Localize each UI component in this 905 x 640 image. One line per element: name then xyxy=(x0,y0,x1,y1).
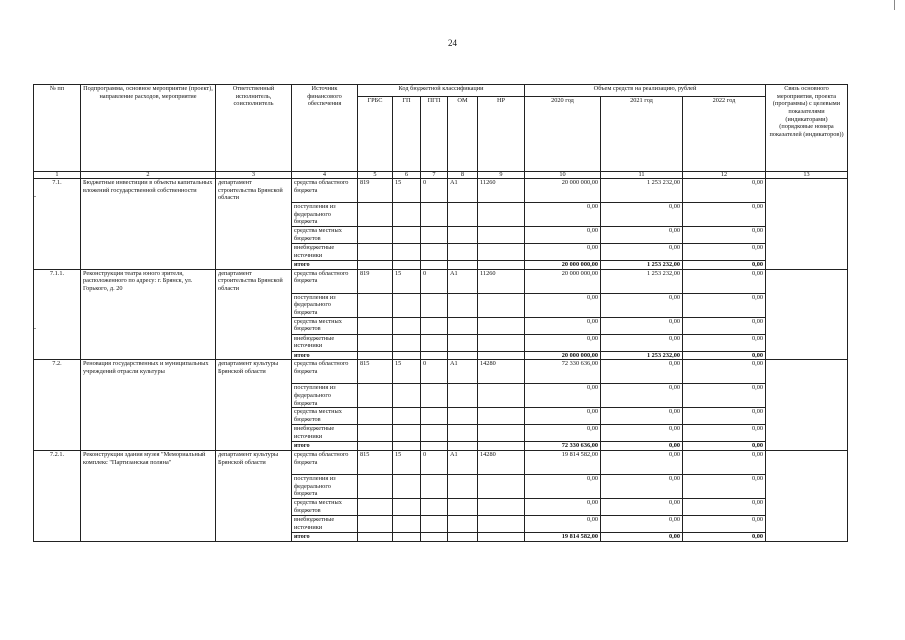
code-pgp xyxy=(421,516,448,533)
column-number: 9 xyxy=(478,172,525,179)
code-pgp: 0 xyxy=(421,269,448,293)
code-gp xyxy=(393,244,421,261)
code-om xyxy=(448,533,478,542)
amount-2020: 0,00 xyxy=(525,317,601,334)
code-gp xyxy=(393,533,421,542)
funding-source-label: средства областного бюджета xyxy=(292,360,358,384)
item-number: 7.1.1. xyxy=(34,269,81,360)
code-nr xyxy=(478,408,525,425)
indicator-link xyxy=(766,179,848,270)
code-gp xyxy=(393,425,421,442)
code-nr xyxy=(478,317,525,334)
amount-2020: 0,00 xyxy=(525,516,601,533)
code-om xyxy=(448,516,478,533)
code-grbs xyxy=(358,516,393,533)
funding-source-label: итого xyxy=(292,351,358,360)
code-gp xyxy=(393,384,421,408)
code-om xyxy=(448,351,478,360)
item-name: Реконструкция здания музея "Мемориальный комплекс "Партизанская поляна" xyxy=(81,451,216,542)
code-gp: 15 xyxy=(393,179,421,203)
code-gp xyxy=(393,499,421,516)
table-row xyxy=(34,179,848,203)
column-number: 1 xyxy=(34,172,81,179)
amount-2021: 0,00 xyxy=(601,533,683,542)
funding-source-label: средства областного бюджета xyxy=(292,179,358,203)
code-grbs xyxy=(358,227,393,244)
amount-2020: 20 000 000,00 xyxy=(525,261,601,270)
amount-2022: 0,00 xyxy=(683,408,766,425)
funding-source-label: средства местных бюджетов xyxy=(292,499,358,516)
code-grbs: 819 xyxy=(358,179,393,203)
funding-source-label: поступления из федерального бюджета xyxy=(292,203,358,227)
code-om xyxy=(448,334,478,351)
code-om: А1 xyxy=(448,269,478,293)
code-grbs xyxy=(358,244,393,261)
code-grbs xyxy=(358,475,393,499)
item-responsible: департамент строительства Брянской области xyxy=(216,179,292,270)
table-row xyxy=(34,269,848,293)
indicator-link xyxy=(766,269,848,360)
code-gp xyxy=(393,475,421,499)
amount-2022: 0,00 xyxy=(683,451,766,475)
code-gp: 15 xyxy=(393,360,421,384)
amount-2022: 0,00 xyxy=(683,179,766,203)
amount-2022: 0,00 xyxy=(683,384,766,408)
amount-2022: 0,00 xyxy=(683,475,766,499)
amount-2020: 0,00 xyxy=(525,203,601,227)
budget-table xyxy=(33,84,848,542)
funding-source-label: итого xyxy=(292,261,358,270)
column-number: 5 xyxy=(358,172,393,179)
amount-2021: 1 253 232,00 xyxy=(601,351,683,360)
funding-source-label: поступления из федерального бюджета xyxy=(292,384,358,408)
column-number: 8 xyxy=(448,172,478,179)
amount-2022: 0,00 xyxy=(683,261,766,270)
code-pgp xyxy=(421,408,448,425)
code-grbs xyxy=(358,351,393,360)
amount-2020: 72 330 636,00 xyxy=(525,442,601,451)
column-number: 7 xyxy=(421,172,448,179)
amount-2021: 0,00 xyxy=(601,203,683,227)
code-pgp xyxy=(421,203,448,227)
code-nr: 11260 xyxy=(478,269,525,293)
amount-2020: 0,00 xyxy=(525,425,601,442)
code-grbs: 815 xyxy=(358,451,393,475)
code-pgp xyxy=(421,351,448,360)
amount-2022: 0,00 xyxy=(683,516,766,533)
funding-source-label: внебюджетные источники xyxy=(292,244,358,261)
amount-2020: 0,00 xyxy=(525,475,601,499)
funding-source-label: внебюджетные источники xyxy=(292,425,358,442)
amount-2021: 1 253 232,00 xyxy=(601,261,683,270)
table-row xyxy=(34,451,848,475)
code-nr xyxy=(478,261,525,270)
amount-2021: 0,00 xyxy=(601,317,683,334)
code-om xyxy=(448,227,478,244)
amount-2021: 0,00 xyxy=(601,442,683,451)
code-pgp xyxy=(421,425,448,442)
code-nr xyxy=(478,334,525,351)
code-om xyxy=(448,244,478,261)
funding-source-label: внебюджетные источники xyxy=(292,334,358,351)
code-gp xyxy=(393,203,421,227)
amount-2022: 0,00 xyxy=(683,203,766,227)
code-nr xyxy=(478,442,525,451)
column-number-row xyxy=(34,172,848,179)
item-responsible: департамент культуры Брянской области xyxy=(216,451,292,542)
scan-edge-mark xyxy=(894,0,895,10)
code-nr xyxy=(478,425,525,442)
code-grbs xyxy=(358,334,393,351)
code-om xyxy=(448,499,478,516)
code-om xyxy=(448,425,478,442)
code-grbs xyxy=(358,384,393,408)
amount-2021: 1 253 232,00 xyxy=(601,179,683,203)
code-nr: 11260 xyxy=(478,179,525,203)
code-om xyxy=(448,408,478,425)
column-number: 3 xyxy=(216,172,292,179)
column-number: 4 xyxy=(292,172,358,179)
code-pgp: 0 xyxy=(421,179,448,203)
code-gp xyxy=(393,293,421,317)
amount-2021: 0,00 xyxy=(601,244,683,261)
code-nr xyxy=(478,533,525,542)
item-name: Бюджетные инвестиции в объекты капитальных вложений государственной собственности xyxy=(81,179,216,270)
code-om xyxy=(448,317,478,334)
code-nr xyxy=(478,351,525,360)
funding-source-label: итого xyxy=(292,442,358,451)
amount-2022: 0,00 xyxy=(683,360,766,384)
amount-2021: 1 253 232,00 xyxy=(601,269,683,293)
code-om: А1 xyxy=(448,360,478,384)
table-body xyxy=(34,179,848,542)
amount-2020: 0,00 xyxy=(525,334,601,351)
funding-source-label: поступления из федерального бюджета xyxy=(292,475,358,499)
funding-source-label: средства местных бюджетов xyxy=(292,317,358,334)
funding-source-label: средства областного бюджета xyxy=(292,451,358,475)
code-pgp: 0 xyxy=(421,451,448,475)
code-nr: 14280 xyxy=(478,360,525,384)
code-om xyxy=(448,384,478,408)
code-pgp xyxy=(421,293,448,317)
amount-2020: 19 814 582,00 xyxy=(525,533,601,542)
page-number: 24 xyxy=(448,38,457,48)
item-responsible: департамент культуры Брянской области xyxy=(216,360,292,451)
code-pgp xyxy=(421,244,448,261)
code-nr xyxy=(478,516,525,533)
funding-source-label: поступления из федерального бюджета xyxy=(292,293,358,317)
amount-2022: 0,00 xyxy=(683,227,766,244)
header-source: Источник финансового обеспечения xyxy=(292,85,358,172)
header-link: Связь основного мероприятия, проекта (программы) с целевыми показателями (индикаторами) (порядковые номера показателей (индикаторов)) xyxy=(766,85,848,172)
code-gp xyxy=(393,442,421,451)
code-gp xyxy=(393,334,421,351)
code-gp xyxy=(393,408,421,425)
funding-source-label: внебюджетные источники xyxy=(292,516,358,533)
item-number: 7.2. xyxy=(34,360,81,451)
amount-2022: 0,00 xyxy=(683,317,766,334)
code-grbs xyxy=(358,442,393,451)
code-gp xyxy=(393,227,421,244)
header-program: Подпрограмма, основное мероприятие (проект), направление расходов, мероприятие xyxy=(81,85,216,172)
code-grbs xyxy=(358,293,393,317)
amount-2021: 0,00 xyxy=(601,516,683,533)
code-grbs xyxy=(358,317,393,334)
amount-2020: 0,00 xyxy=(525,384,601,408)
code-pgp xyxy=(421,384,448,408)
code-gp xyxy=(393,261,421,270)
header-grbs: ГРБС xyxy=(358,97,393,172)
code-nr xyxy=(478,244,525,261)
amount-2020: 0,00 xyxy=(525,499,601,516)
code-nr xyxy=(478,293,525,317)
header-kbk: Код бюджетной классификации xyxy=(358,85,525,97)
code-grbs: 819 xyxy=(358,269,393,293)
item-responsible: департамент строительства Брянской области xyxy=(216,269,292,360)
amount-2021: 0,00 xyxy=(601,334,683,351)
item-number: 7.1. xyxy=(34,179,81,270)
indicator-link xyxy=(766,451,848,542)
code-pgp xyxy=(421,499,448,516)
amount-2022: 0,00 xyxy=(683,442,766,451)
code-pgp: 0 xyxy=(421,360,448,384)
amount-2020: 20 000 000,00 xyxy=(525,179,601,203)
code-gp: 15 xyxy=(393,269,421,293)
code-grbs xyxy=(358,408,393,425)
funding-source-label: средства местных бюджетов xyxy=(292,227,358,244)
item-name: Реновация государственных и муниципальных учреждений отрасли культуры xyxy=(81,360,216,451)
amount-2021: 0,00 xyxy=(601,451,683,475)
amount-2021: 0,00 xyxy=(601,360,683,384)
code-pgp xyxy=(421,317,448,334)
header-num: № пп xyxy=(34,85,81,172)
item-number: 7.2.1. xyxy=(34,451,81,542)
header-pgp: ПГП xyxy=(421,97,448,172)
code-om xyxy=(448,475,478,499)
code-om xyxy=(448,203,478,227)
code-om: А1 xyxy=(448,179,478,203)
amount-2020: 20 000 000,00 xyxy=(525,351,601,360)
code-gp: 15 xyxy=(393,451,421,475)
amount-2021: 0,00 xyxy=(601,227,683,244)
amount-2021: 0,00 xyxy=(601,499,683,516)
amount-2021: 0,00 xyxy=(601,475,683,499)
column-number: 10 xyxy=(525,172,601,179)
code-om xyxy=(448,442,478,451)
amount-2020: 19 814 582,00 xyxy=(525,451,601,475)
column-number: 13 xyxy=(766,172,848,179)
amount-2021: 0,00 xyxy=(601,408,683,425)
code-om xyxy=(448,293,478,317)
header-gp: ГП xyxy=(393,97,421,172)
code-nr: 14280 xyxy=(478,451,525,475)
code-pgp xyxy=(421,533,448,542)
code-nr xyxy=(478,203,525,227)
header-responsible: Ответственный исполнитель, соисполнитель xyxy=(216,85,292,172)
code-nr xyxy=(478,227,525,244)
amount-2022: 0,00 xyxy=(683,269,766,293)
amount-2021: 0,00 xyxy=(601,293,683,317)
amount-2020: 72 330 636,00 xyxy=(525,360,601,384)
amount-2020: 0,00 xyxy=(525,408,601,425)
amount-2020: 0,00 xyxy=(525,244,601,261)
funding-source-label: итого xyxy=(292,533,358,542)
code-gp xyxy=(393,317,421,334)
column-number: 11 xyxy=(601,172,683,179)
amount-2022: 0,00 xyxy=(683,334,766,351)
amount-2022: 0,00 xyxy=(683,293,766,317)
indicator-link xyxy=(766,360,848,451)
code-pgp xyxy=(421,475,448,499)
amount-2022: 0,00 xyxy=(683,351,766,360)
amount-2021: 0,00 xyxy=(601,425,683,442)
code-nr xyxy=(478,475,525,499)
funding-source-label: средства местных бюджетов xyxy=(292,408,358,425)
header-2021: 2021 год xyxy=(601,97,683,172)
header-2022: 2022 год xyxy=(683,97,766,172)
code-pgp xyxy=(421,261,448,270)
amount-2020: 0,00 xyxy=(525,293,601,317)
code-pgp xyxy=(421,334,448,351)
amount-2021: 0,00 xyxy=(601,384,683,408)
header-nr: НР xyxy=(478,97,525,172)
code-gp xyxy=(393,516,421,533)
code-gp xyxy=(393,351,421,360)
column-number: 2 xyxy=(81,172,216,179)
code-pgp xyxy=(421,227,448,244)
header-om: ОМ xyxy=(448,97,478,172)
column-number: 6 xyxy=(393,172,421,179)
code-pgp xyxy=(421,442,448,451)
amount-2022: 0,00 xyxy=(683,425,766,442)
amount-2020: 20 000 000,00 xyxy=(525,269,601,293)
amount-2020: 0,00 xyxy=(525,227,601,244)
header-volume: Объем средств на реализацию, рублей xyxy=(525,85,766,97)
amount-2022: 0,00 xyxy=(683,533,766,542)
code-grbs xyxy=(358,425,393,442)
code-nr xyxy=(478,384,525,408)
code-om: А1 xyxy=(448,451,478,475)
code-grbs xyxy=(358,499,393,516)
amount-2022: 0,00 xyxy=(683,499,766,516)
header-2020: 2020 год xyxy=(525,97,601,172)
code-nr xyxy=(478,499,525,516)
column-number: 12 xyxy=(683,172,766,179)
code-grbs xyxy=(358,203,393,227)
amount-2022: 0,00 xyxy=(683,244,766,261)
table-row xyxy=(34,360,848,384)
code-grbs: 815 xyxy=(358,360,393,384)
code-om xyxy=(448,261,478,270)
funding-source-label: средства областного бюджета xyxy=(292,269,358,293)
item-name: Реконструкция театра юного зрителя, расположенного по адресу: г. Брянск, ул. Горького, д. 20 xyxy=(81,269,216,360)
code-grbs xyxy=(358,261,393,270)
code-grbs xyxy=(358,533,393,542)
